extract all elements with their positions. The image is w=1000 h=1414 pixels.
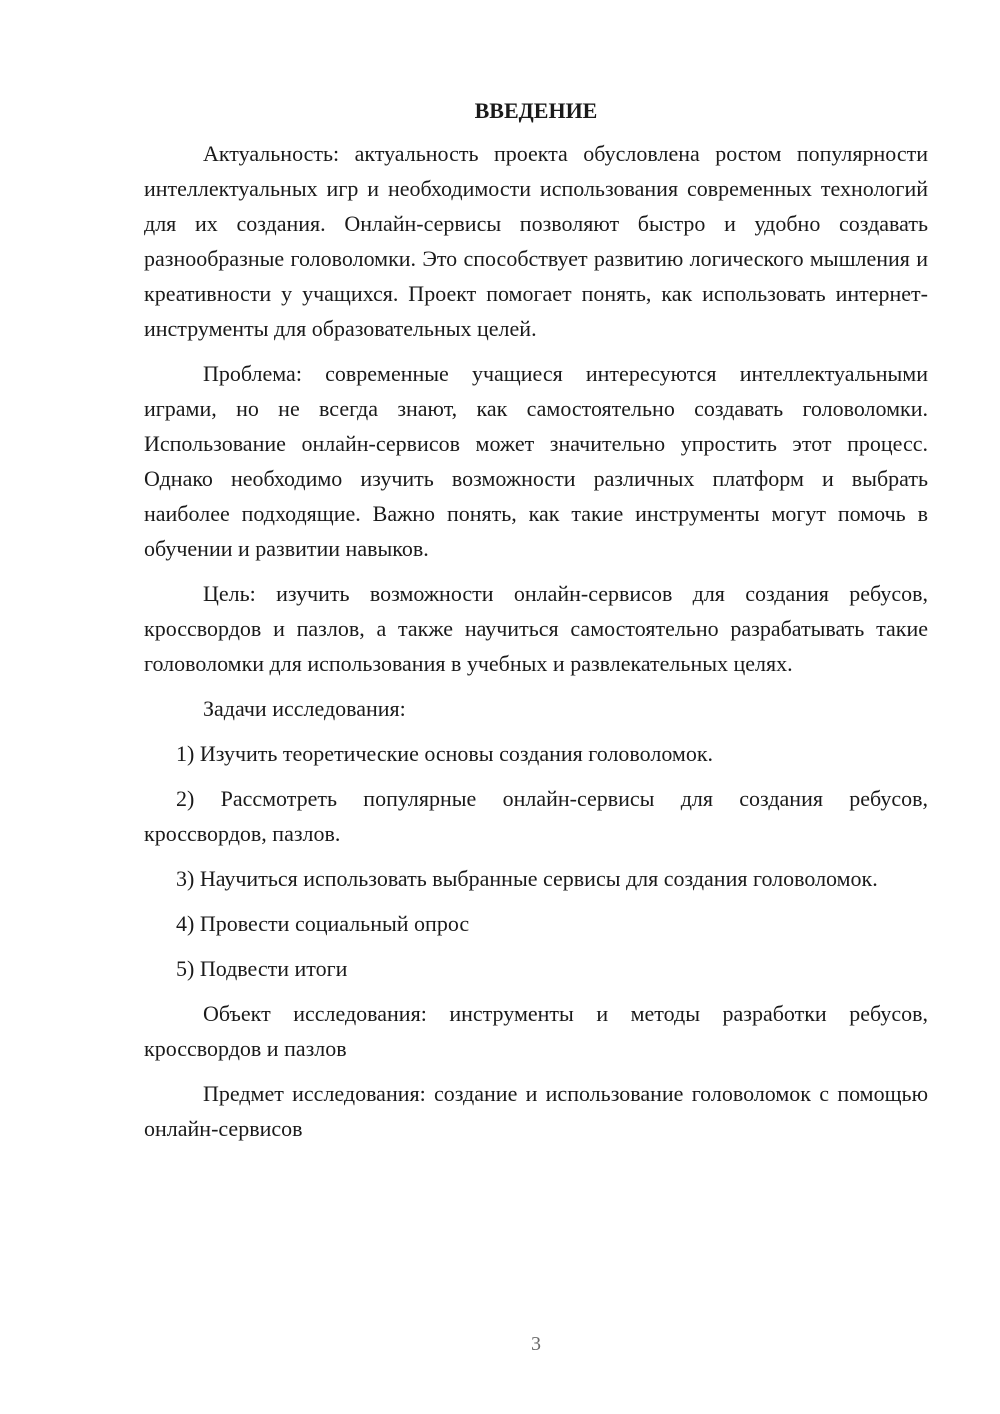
paragraph-object: Объект исследования: инструменты и методы разработки ребусов, кроссвордов и пазлов — [144, 1001, 928, 1061]
section-title: ВВЕДЕНИЕ — [474, 98, 598, 123]
task-item: 2) Рассмотреть популярные онлайн-сервисы для создания ребусов, кроссвордов, пазлов. — [144, 786, 928, 846]
task-item: 1) Изучить теоретические основы создания головоломок. — [176, 741, 714, 766]
paragraph-relevance: Актуальность: актуальность проекта обусловлена ростом популярности интеллектуальных игр и необходимости использования современных технологий для их создания. Онлайн-сервисы позволяют быстро и удобно создавать разнообразные головоломки. Это способствует развитию логического мышления и креативности у учащихся. Проект помогает понять, как использовать интернет-инструменты для образовательных целей. — [144, 141, 928, 341]
paragraph-subject: Предмет исследования: создание и использование головоломок с помощью онлайн-сервисов — [144, 1081, 928, 1141]
task-item: 3) Научиться использовать выбранные сервисы для создания головоломок. — [176, 866, 878, 891]
paragraph-problem: Проблема: современные учащиеся интересуются интеллектуальными играми, но не всегда знают, как самостоятельно создавать головоломки. Использование онлайн-сервисов может значительно упростить этот процесс. Однако необходимо изучить возможности различных платформ и выбрать наиболее подходящие. Важно понять, как такие инструменты могут помочь в обучении и развитии навыков. — [144, 361, 928, 561]
paragraph-goal: Цель: изучить возможности онлайн-сервисов для создания ребусов, кроссвордов и пазлов, а также научиться самостоятельно разрабатывать такие головоломки для использования в учебных и развлекательных целях. — [144, 581, 928, 676]
page-number: 3 — [531, 1333, 541, 1355]
page-content — [144, 96, 928, 1156]
task-item: 5) Подвести итоги — [176, 956, 348, 981]
task-item: 4) Провести социальный опрос — [176, 911, 470, 936]
tasks-heading: Задачи исследования: — [203, 696, 406, 721]
